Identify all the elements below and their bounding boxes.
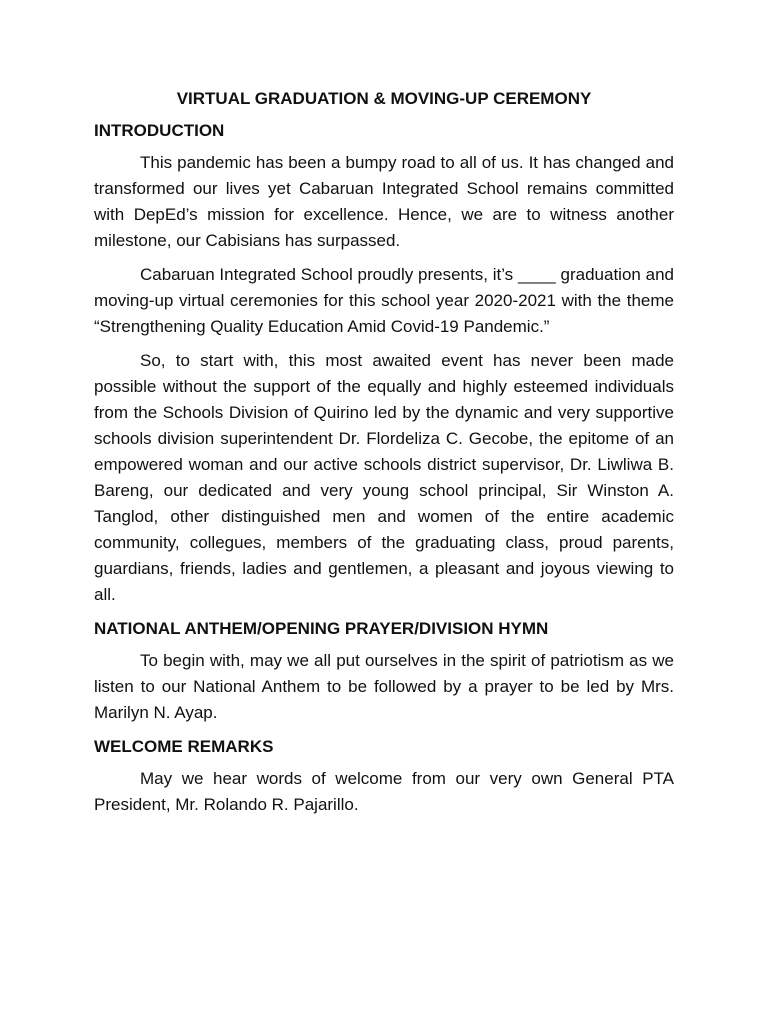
section-national-anthem bbox=[94, 618, 674, 726]
paragraph: To begin with, may we all put ourselves in the spirit of patriotism as we listen to our National Anthem to be followed by a prayer to be led by Mrs. Marilyn N. Ayap. bbox=[94, 651, 674, 722]
paragraph: So, to start with, this most awaited event has never been made possible without the support of the equally and highly esteemed individuals from the Schools Division of Quirino led by the dynamic and very supportive schools division superintendent Dr. Flordeliza C. Gecobe, the epitome of an empowered woman and our active schools district supervisor, Dr. Liwliwa B. Bareng, our dedicated and very young school principal, Sir Winston A. Tanglod, other distinguished men and women of the entire academic community, collegues, members of the graduating class, proud parents, guardians, friends, ladies and gentlemen, a pleasant and joyous viewing to all. bbox=[94, 351, 674, 604]
paragraph: This pandemic has been a bumpy road to all of us. It has changed and transformed our lives yet Cabaruan Integrated School remains committed with DepEd’s mission for excellence. Hence, we are to witness another milestone, our Cabisians has surpassed. bbox=[94, 153, 674, 250]
section-heading: INTRODUCTION bbox=[94, 121, 225, 140]
paragraph: Cabaruan Integrated School proudly presents, it’s ____ graduation and moving-up virtual ceremonies for this school year 2020-2021 with the theme “Strengthening Quality Education Amid Covid-19 Pandemic.” bbox=[94, 265, 674, 336]
paragraph: May we hear words of welcome from our very own General PTA President, Mr. Rolando R. Pajarillo. bbox=[94, 769, 674, 814]
document-title: VIRTUAL GRADUATION & MOVING-UP CEREMONY bbox=[176, 89, 592, 108]
section-heading: NATIONAL ANTHEM/OPENING PRAYER/DIVISION HYMN bbox=[94, 619, 549, 638]
section-introduction bbox=[94, 120, 674, 608]
section-welcome-remarks bbox=[94, 736, 674, 818]
section-heading: WELCOME REMARKS bbox=[94, 737, 274, 756]
